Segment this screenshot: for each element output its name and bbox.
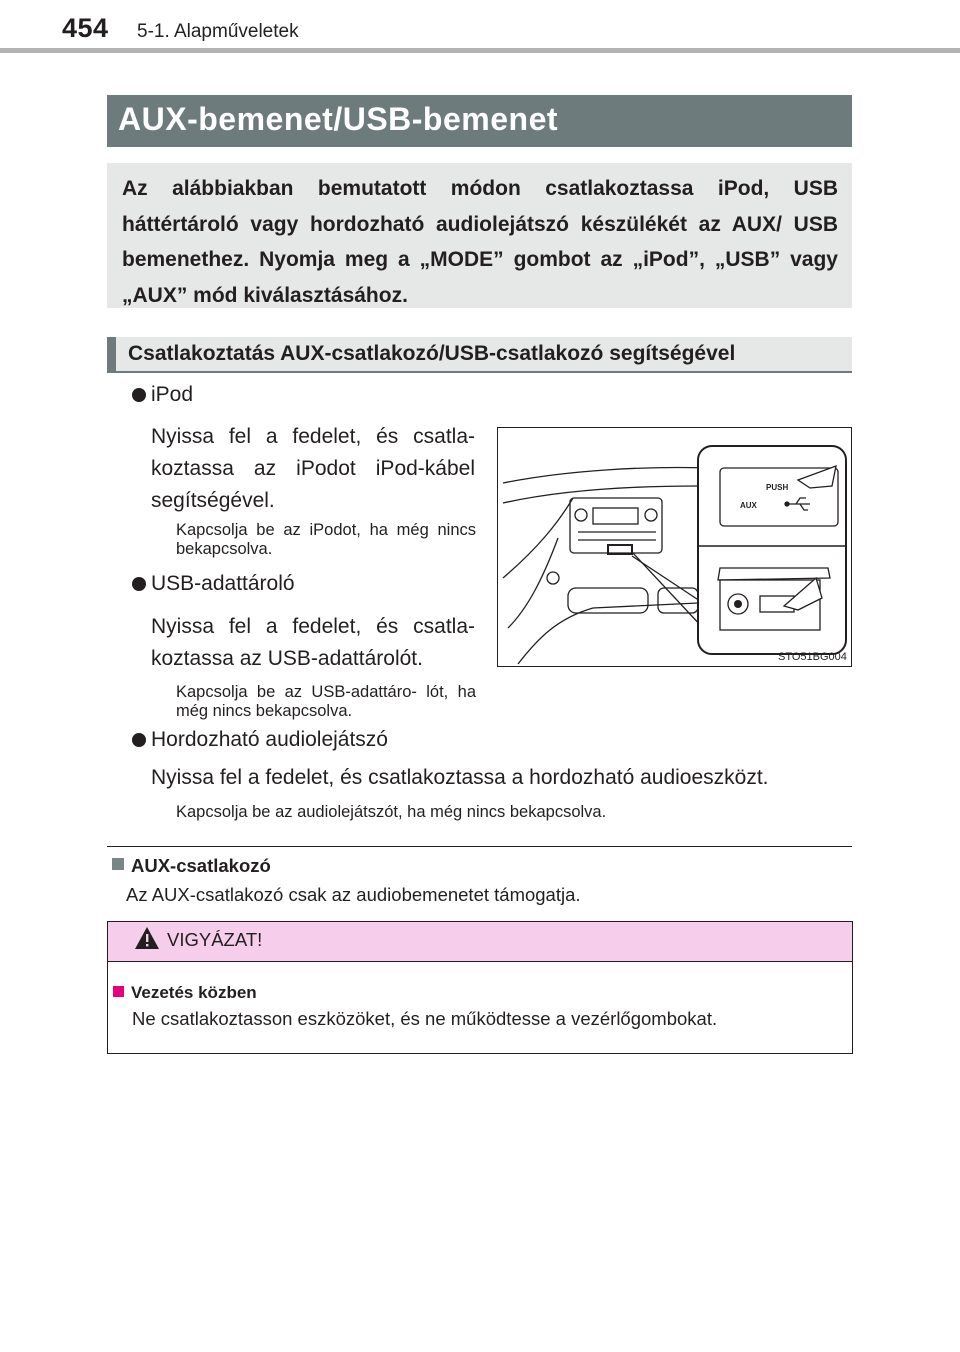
item-title-ipod: iPod — [151, 383, 194, 406]
warning-icon — [134, 926, 160, 950]
caution-subheading: Vezetés közben — [131, 983, 257, 1002]
item-text-audio: Nyissa fel a fedelet, és csatlakoztassa a hordozható audioeszközt. — [151, 766, 769, 789]
figure-code: STO51BG004 — [778, 651, 847, 663]
item-text-usb: Nyissa fel a fedelet, és csatla- koztassa az USB-adattárolót. — [151, 615, 475, 670]
bullet-icon — [132, 577, 146, 591]
section-reference: 5-1. Alapműveletek — [137, 21, 299, 42]
bullet-icon — [132, 733, 146, 747]
subsection-marker — [107, 337, 116, 372]
header-divider — [0, 48, 960, 53]
item-title-audio: Hordozható audiolejátszó — [151, 728, 388, 751]
aux-body: Az AUX-csatlakozó csak az audiobemenetet támogatja. — [126, 884, 581, 905]
subsection-heading: Csatlakoztatás AUX-csatlakozó/USB-csatlakozó segítségével — [128, 342, 736, 365]
intro-text: Az alábbiakban bemutatott módon csatlakoztassa iPod, USB háttértároló vagy hordozható audiolejátszó készülékét az AUX/ USB bemenethez. Nyomja meg a „MODE” gombot az „iPod”, „USB” vagy „AUX” mód kiválasztásához. — [122, 177, 838, 307]
push-label: PUSH — [766, 483, 789, 492]
dashboard-illustration — [497, 427, 852, 667]
caution-label: VIGYÁZAT! — [167, 929, 263, 950]
page-number: 454 — [62, 13, 109, 43]
item-note-usb: Kapcsolja be az USB-adattáro- lót, ha még nincs bekapcsolva. — [176, 683, 476, 720]
item-note-ipod: Kapcsolja be az iPodot, ha még nincs bekapcsolva. — [176, 521, 476, 558]
caution-body: Ne csatlakoztasson eszközöket, és ne működtesse a vezérlőgombokat. — [132, 1008, 718, 1029]
bullet-icon — [132, 388, 146, 402]
item-note-audio: Kapcsolja be az audiolejátszót, ha még nincs bekapcsolva. — [176, 803, 607, 821]
dashboard-drawing — [498, 428, 851, 666]
item-title-usb: USB-adattároló — [151, 572, 295, 595]
section-divider — [107, 846, 852, 847]
aux-heading: AUX-csatlakozó — [131, 855, 271, 876]
page-title: AUX-bemenet/USB-bemenet — [118, 101, 559, 137]
square-bullet-icon — [112, 858, 124, 870]
square-bullet-icon — [113, 986, 124, 997]
subsection-underline — [107, 371, 852, 373]
item-text-ipod: Nyissa fel a fedelet, és csatla- koztassa az iPodot iPod-kábel segítségével. — [151, 425, 475, 512]
aux-label: AUX — [740, 501, 757, 510]
